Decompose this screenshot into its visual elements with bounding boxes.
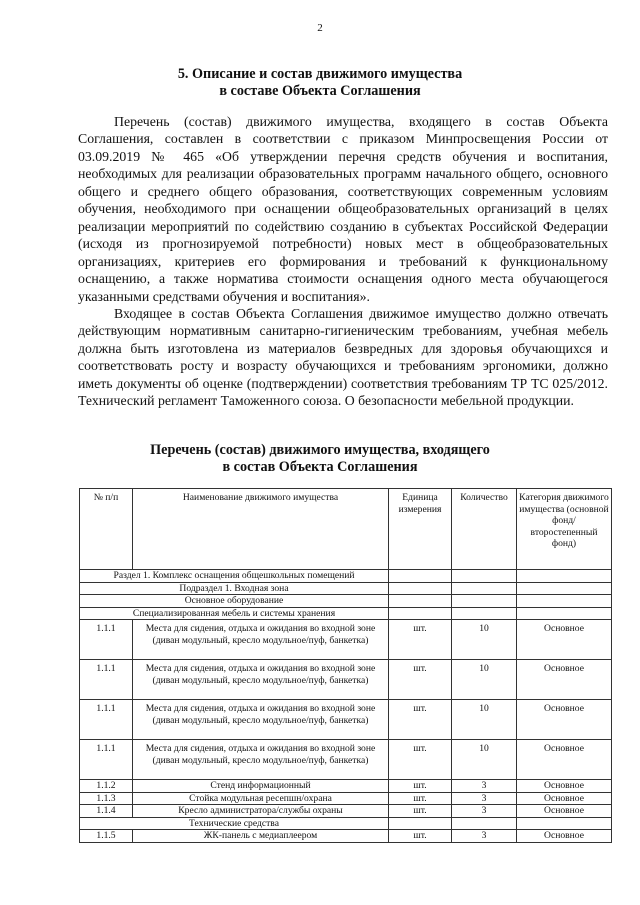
cell-num: 1.1.1	[80, 700, 133, 740]
group-row	[80, 595, 612, 608]
empty-cell	[452, 595, 517, 608]
cell-name: Места для сидения, отдыха и ожидания во входной зоне (диван модульный, кресло модульное/пуф, банкетка)	[133, 740, 389, 780]
empty-cell	[517, 582, 612, 595]
cell-unit: шт.	[389, 620, 452, 660]
subsection-label: Подраздел 1. Входная зона	[80, 582, 389, 595]
table-row	[80, 780, 612, 793]
cell-unit: шт.	[389, 830, 452, 843]
section-heading-line2: в составе Объекта Соглашения	[219, 83, 421, 99]
cell-unit: шт.	[389, 740, 452, 780]
empty-cell	[389, 817, 452, 830]
cell-category: Основное	[517, 660, 612, 700]
cell-qty: 10	[452, 620, 517, 660]
group-tech-label: Технические средства	[80, 817, 389, 830]
cell-unit: шт.	[389, 660, 452, 700]
cell-unit: шт.	[389, 780, 452, 793]
table-row	[80, 792, 612, 805]
group-row	[80, 817, 612, 830]
cell-name: Стойка модульная ресепшн/охрана	[133, 792, 389, 805]
table-title-line2: в состав Объекта Соглашения	[222, 459, 418, 475]
empty-cell	[517, 607, 612, 620]
cell-category: Основное	[517, 792, 612, 805]
cell-num: 1.1.2	[80, 780, 133, 793]
cell-qty: 10	[452, 740, 517, 780]
header-name: Наименование движимого имущества	[133, 489, 389, 570]
cell-category: Основное	[517, 780, 612, 793]
cell-name: Места для сидения, отдыха и ожидания во входной зоне (диван модульный, кресло модульное/пуф, банкетка)	[133, 620, 389, 660]
empty-cell	[517, 570, 612, 583]
cell-num: 1.1.1	[80, 740, 133, 780]
empty-cell	[389, 582, 452, 595]
inventory-table	[79, 488, 612, 843]
cell-num: 1.1.3	[80, 792, 133, 805]
header-unit: Единица измерения	[389, 489, 452, 570]
cell-qty: 3	[452, 780, 517, 793]
section-label: Раздел 1. Комплекс оснащения общешкольных помещений	[80, 570, 389, 583]
section-row	[80, 570, 612, 583]
cell-num: 1.1.1	[80, 620, 133, 660]
cell-qty: 3	[452, 830, 517, 843]
table-title-line1: Перечень (состав) движимого имущества, входящего	[150, 442, 490, 458]
empty-cell	[452, 817, 517, 830]
table-row	[80, 805, 612, 818]
cell-category: Основное	[517, 620, 612, 660]
cell-category: Основное	[517, 830, 612, 843]
group-furniture-label: Специализированная мебель и системы хранения	[80, 607, 389, 620]
table-row	[80, 620, 612, 660]
section-heading-line1: 5. Описание и состав движимого имущества	[177, 66, 463, 82]
group-row	[80, 607, 612, 620]
cell-unit: шт.	[389, 805, 452, 818]
group-main-label: Основное оборудование	[80, 595, 389, 608]
cell-name: ЖК-панель с медиаплеером	[133, 830, 389, 843]
cell-name: Места для сидения, отдыха и ожидания во входной зоне (диван модульный, кресло модульное/пуф, банкетка)	[133, 660, 389, 700]
cell-category: Основное	[517, 805, 612, 818]
cell-unit: шт.	[389, 792, 452, 805]
empty-cell	[389, 570, 452, 583]
empty-cell	[452, 582, 517, 595]
cell-num: 1.1.1	[80, 660, 133, 700]
empty-cell	[452, 570, 517, 583]
table-row	[80, 700, 612, 740]
empty-cell	[389, 595, 452, 608]
cell-unit: шт.	[389, 700, 452, 740]
cell-category: Основное	[517, 740, 612, 780]
empty-cell	[452, 607, 517, 620]
table-title	[0, 442, 640, 476]
header-qty: Количество	[452, 489, 517, 570]
table-row	[80, 660, 612, 700]
section-heading	[0, 66, 640, 100]
cell-name: Кресло администратора/службы охраны	[133, 805, 389, 818]
empty-cell	[517, 595, 612, 608]
header-num: № п/п	[80, 489, 133, 570]
paragraph-1: Перечень (состав) движимого имущества, входящего в состав Объекта Соглашения, составлен в соответствии с приказом Минпросвещения России от 03.09.2019 № 465 «Об утверждении перечня средств обучения и воспитания, необходимых для реализации образовательных программ начального общего, основного общего и среднего общего образования, соответствующих современным условиям обучения, необходимого при оснащении общеобразовательных организаций в целях реализации мероприятий по содействию созданию в субъектах Российской Федерации (исходя из прогнозируемой потребности) новых мест в общеобразовательных организациях, критериев его формирования и требований к функциональному оснащению, а также норматива стоимости оснащения одного места обучающегося указанными средствами обучения и воспитания».	[78, 114, 608, 304]
table-row	[80, 830, 612, 843]
cell-name: Места для сидения, отдыха и ожидания во входной зоне (диван модульный, кресло модульное/пуф, банкетка)	[133, 700, 389, 740]
cell-qty: 10	[452, 700, 517, 740]
cell-category: Основное	[517, 700, 612, 740]
table-header-row	[80, 489, 612, 570]
cell-num: 1.1.5	[80, 830, 133, 843]
cell-qty: 3	[452, 792, 517, 805]
empty-cell	[389, 607, 452, 620]
table-row	[80, 740, 612, 780]
empty-cell	[517, 817, 612, 830]
header-category: Категория движимого имущества (основной фонд/ второстепенный фонд)	[517, 489, 612, 570]
subsection-row	[80, 582, 612, 595]
paragraph-2: Входящее в состав Объекта Соглашения движимое имущество должно отвечать действующим нормативным санитарно-гигиеническим требованиям, учебная мебель должна быть изготовлена из материалов безвредных для здоровья обучающихся и соответствовать росту и возрасту обучающихся и требованиям эргономики, должно иметь документы об оценке (подтверждении) соответствия требованиям ТР ТС 025/2012. Технический регламент Таможенного союза. О безопасности мебельной продукции.	[78, 305, 608, 409]
page-number: 2	[317, 22, 323, 34]
body-text	[78, 113, 608, 410]
cell-num: 1.1.4	[80, 805, 133, 818]
cell-qty: 3	[452, 805, 517, 818]
cell-qty: 10	[452, 660, 517, 700]
cell-name: Стенд информационный	[133, 780, 389, 793]
